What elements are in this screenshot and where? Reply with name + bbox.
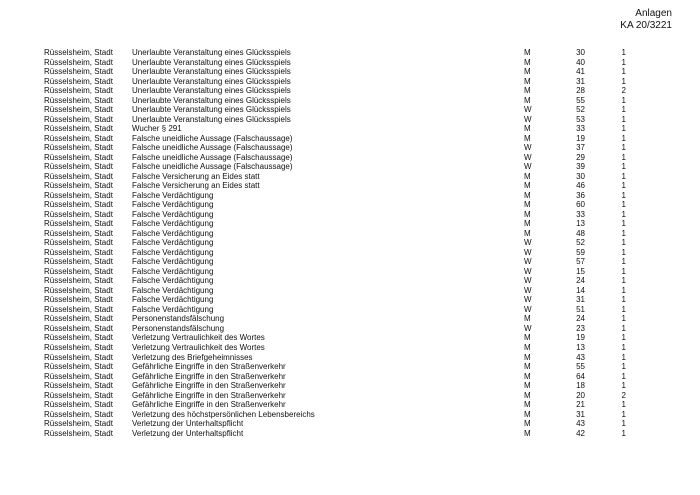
place-cell: Rüsselsheim, Stadt [44, 285, 113, 295]
table-row [44, 181, 644, 191]
count-cell: 1 [621, 419, 626, 429]
count-cell: 2 [621, 86, 626, 96]
sex-cell: M [524, 409, 531, 419]
offense-cell: Wucher § 291 [132, 124, 182, 134]
sex-cell: M [524, 181, 531, 191]
table-row [44, 172, 644, 182]
sex-cell: M [524, 419, 531, 429]
sex-cell: W [524, 238, 532, 248]
count-cell: 1 [621, 181, 626, 191]
table-row [44, 105, 644, 115]
count-cell: 1 [621, 76, 626, 86]
count-cell: 2 [621, 390, 626, 400]
age-cell: 18 [576, 381, 585, 391]
table-row [44, 333, 644, 343]
table-row [44, 276, 644, 286]
count-cell: 1 [621, 295, 626, 305]
count-cell: 1 [621, 247, 626, 257]
place-cell: Rüsselsheim, Stadt [44, 323, 113, 333]
place-cell: Rüsselsheim, Stadt [44, 133, 113, 143]
count-cell: 1 [621, 400, 626, 410]
place-cell: Rüsselsheim, Stadt [44, 314, 113, 324]
sex-cell: W [524, 257, 532, 267]
place-cell: Rüsselsheim, Stadt [44, 114, 113, 124]
table-row [44, 324, 644, 334]
count-cell: 1 [621, 381, 626, 391]
table-row [44, 200, 644, 210]
sex-cell: M [524, 57, 531, 67]
sex-cell: M [524, 86, 531, 96]
place-cell: Rüsselsheim, Stadt [44, 76, 113, 86]
table-row [44, 77, 644, 87]
age-cell: 24 [576, 314, 585, 324]
place-cell: Rüsselsheim, Stadt [44, 304, 113, 314]
table-row [44, 229, 644, 239]
offense-cell: Unerlaubte Veranstaltung eines Glücksspiels [132, 48, 291, 57]
age-cell: 55 [576, 95, 585, 105]
table-row [44, 58, 644, 68]
sex-cell: M [524, 209, 531, 219]
age-cell: 15 [576, 266, 585, 276]
sex-cell: M [524, 133, 531, 143]
offense-cell: Falsche uneidliche Aussage (Falschaussage) [132, 143, 293, 153]
count-cell: 1 [621, 152, 626, 162]
sex-cell: W [524, 105, 532, 115]
offense-cell: Verletzung des höchstpersönlichen Lebensbereichs [132, 409, 315, 419]
place-cell: Rüsselsheim, Stadt [44, 162, 113, 172]
count-cell: 1 [621, 190, 626, 200]
table-row [44, 410, 644, 420]
age-cell: 24 [576, 276, 585, 286]
age-cell: 29 [576, 152, 585, 162]
count-cell: 1 [621, 57, 626, 67]
place-cell: Rüsselsheim, Stadt [44, 400, 113, 410]
offense-cell: Falsche Verdächtigung [132, 209, 214, 219]
count-cell: 1 [621, 219, 626, 229]
age-cell: 13 [576, 342, 585, 352]
count-cell: 1 [621, 333, 626, 343]
offense-cell: Falsche uneidliche Aussage (Falschaussage) [132, 162, 293, 172]
age-cell: 51 [576, 304, 585, 314]
sex-cell: M [524, 76, 531, 86]
place-cell: Rüsselsheim, Stadt [44, 419, 113, 429]
table-row [44, 134, 644, 144]
sex-cell: M [524, 219, 531, 229]
offense-cell: Personenstandsfälschung [132, 323, 225, 333]
count-cell: 1 [621, 266, 626, 276]
sex-cell: W [524, 323, 532, 333]
place-cell: Rüsselsheim, Stadt [44, 342, 113, 352]
offense-cell: Gefährliche Eingriffe in den Straßenverkehr [132, 390, 286, 400]
offense-cell: Falsche Verdächtigung [132, 276, 214, 286]
table-row [44, 419, 644, 429]
offense-cell: Gefährliche Eingriffe in den Straßenverkehr [132, 371, 286, 381]
offense-cell: Verletzung der Unterhaltspflicht [132, 428, 244, 438]
table-row [44, 391, 644, 401]
place-cell: Rüsselsheim, Stadt [44, 362, 113, 372]
place-cell: Rüsselsheim, Stadt [44, 181, 113, 191]
age-cell: 48 [576, 228, 585, 238]
place-cell: Rüsselsheim, Stadt [44, 86, 113, 96]
age-cell: 53 [576, 114, 585, 124]
age-cell: 33 [576, 209, 585, 219]
table-row [44, 86, 644, 96]
offense-cell: Falsche Verdächtigung [132, 304, 214, 314]
offense-cell: Falsche Verdächtigung [132, 238, 214, 248]
age-cell: 52 [576, 238, 585, 248]
age-cell: 57 [576, 257, 585, 267]
sex-cell: M [524, 190, 531, 200]
header-annex-label: Anlagen [635, 8, 672, 19]
place-cell: Rüsselsheim, Stadt [44, 371, 113, 381]
count-cell: 1 [621, 124, 626, 134]
count-cell: 1 [621, 257, 626, 267]
table-row [44, 238, 644, 248]
offense-cell: Verletzung des Briefgeheimnisses [132, 352, 253, 362]
count-cell: 1 [621, 200, 626, 210]
table-row [44, 67, 644, 77]
sex-cell: M [524, 95, 531, 105]
offense-cell: Falsche Versicherung an Eides statt [132, 181, 260, 191]
place-cell: Rüsselsheim, Stadt [44, 171, 113, 181]
offense-cell: Falsche Verdächtigung [132, 295, 214, 305]
offense-cell: Unerlaubte Veranstaltung eines Glücksspiels [132, 95, 291, 105]
sex-cell: M [524, 333, 531, 343]
offense-cell: Unerlaubte Veranstaltung eines Glücksspiels [132, 86, 291, 96]
count-cell: 1 [621, 48, 626, 57]
age-cell: 46 [576, 181, 585, 191]
count-cell: 1 [621, 133, 626, 143]
offense-cell: Falsche Verdächtigung [132, 219, 214, 229]
offense-cell: Unerlaubte Veranstaltung eines Glücksspiels [132, 57, 291, 67]
table-row [44, 162, 644, 172]
offense-cell: Falsche Verdächtigung [132, 190, 214, 200]
sex-cell: M [524, 228, 531, 238]
place-cell: Rüsselsheim, Stadt [44, 381, 113, 391]
sex-cell: M [524, 124, 531, 134]
place-cell: Rüsselsheim, Stadt [44, 238, 113, 248]
offense-cell: Falsche Verdächtigung [132, 228, 214, 238]
place-cell: Rüsselsheim, Stadt [44, 67, 113, 77]
age-cell: 52 [576, 105, 585, 115]
age-cell: 39 [576, 162, 585, 172]
place-cell: Rüsselsheim, Stadt [44, 276, 113, 286]
place-cell: Rüsselsheim, Stadt [44, 190, 113, 200]
table-row [44, 96, 644, 106]
age-cell: 19 [576, 133, 585, 143]
count-cell: 1 [621, 238, 626, 248]
count-cell: 1 [621, 352, 626, 362]
sex-cell: M [524, 171, 531, 181]
sex-cell: M [524, 67, 531, 77]
sex-cell: M [524, 428, 531, 438]
place-cell: Rüsselsheim, Stadt [44, 266, 113, 276]
table-row [44, 48, 644, 58]
place-cell: Rüsselsheim, Stadt [44, 57, 113, 67]
table-row [44, 362, 644, 372]
count-cell: 1 [621, 114, 626, 124]
table-row [44, 115, 644, 125]
sex-cell: W [524, 295, 532, 305]
age-cell: 43 [576, 419, 585, 429]
age-cell: 31 [576, 409, 585, 419]
table-row [44, 286, 644, 296]
sex-cell: M [524, 371, 531, 381]
place-cell: Rüsselsheim, Stadt [44, 219, 113, 229]
table-row [44, 267, 644, 277]
table-row [44, 381, 644, 391]
sex-cell: W [524, 152, 532, 162]
age-cell: 60 [576, 200, 585, 210]
count-cell: 1 [621, 285, 626, 295]
place-cell: Rüsselsheim, Stadt [44, 295, 113, 305]
count-cell: 1 [621, 342, 626, 352]
table-row [44, 191, 644, 201]
place-cell: Rüsselsheim, Stadt [44, 209, 113, 219]
place-cell: Rüsselsheim, Stadt [44, 48, 113, 57]
offense-cell: Unerlaubte Veranstaltung eines Glücksspiels [132, 114, 291, 124]
sex-cell: M [524, 342, 531, 352]
place-cell: Rüsselsheim, Stadt [44, 200, 113, 210]
count-cell: 1 [621, 209, 626, 219]
place-cell: Rüsselsheim, Stadt [44, 95, 113, 105]
offense-cell: Verletzung Vertraulichkeit des Wortes [132, 342, 265, 352]
age-cell: 13 [576, 219, 585, 229]
page-header [620, 8, 672, 32]
place-cell: Rüsselsheim, Stadt [44, 143, 113, 153]
age-cell: 31 [576, 295, 585, 305]
sex-cell: W [524, 304, 532, 314]
sex-cell: W [524, 247, 532, 257]
age-cell: 23 [576, 323, 585, 333]
count-cell: 1 [621, 428, 626, 438]
table-row [44, 153, 644, 163]
sex-cell: W [524, 266, 532, 276]
age-cell: 30 [576, 48, 585, 57]
data-table [44, 48, 644, 438]
place-cell: Rüsselsheim, Stadt [44, 228, 113, 238]
table-row [44, 143, 644, 153]
age-cell: 64 [576, 371, 585, 381]
count-cell: 1 [621, 323, 626, 333]
count-cell: 1 [621, 162, 626, 172]
age-cell: 30 [576, 171, 585, 181]
offense-cell: Gefährliche Eingriffe in den Straßenverkehr [132, 362, 286, 372]
count-cell: 1 [621, 371, 626, 381]
place-cell: Rüsselsheim, Stadt [44, 333, 113, 343]
sex-cell: M [524, 352, 531, 362]
age-cell: 14 [576, 285, 585, 295]
age-cell: 43 [576, 352, 585, 362]
table-row [44, 219, 644, 229]
count-cell: 1 [621, 276, 626, 286]
age-cell: 40 [576, 57, 585, 67]
age-cell: 41 [576, 67, 585, 77]
header-document-number: KA 20/3221 [620, 20, 672, 31]
count-cell: 1 [621, 67, 626, 77]
sex-cell: M [524, 390, 531, 400]
age-cell: 36 [576, 190, 585, 200]
count-cell: 1 [621, 105, 626, 115]
age-cell: 31 [576, 76, 585, 86]
table-row [44, 124, 644, 134]
place-cell: Rüsselsheim, Stadt [44, 428, 113, 438]
offense-cell: Verletzung Vertraulichkeit des Wortes [132, 333, 265, 343]
age-cell: 33 [576, 124, 585, 134]
age-cell: 59 [576, 247, 585, 257]
table-row [44, 353, 644, 363]
age-cell: 20 [576, 390, 585, 400]
offense-cell: Personenstandsfälschung [132, 314, 225, 324]
sex-cell: M [524, 400, 531, 410]
table-row [44, 295, 644, 305]
place-cell: Rüsselsheim, Stadt [44, 124, 113, 134]
offense-cell: Falsche Verdächtigung [132, 285, 214, 295]
sex-cell: M [524, 362, 531, 372]
table-row [44, 314, 644, 324]
table-row [44, 257, 644, 267]
age-cell: 55 [576, 362, 585, 372]
count-cell: 1 [621, 362, 626, 372]
count-cell: 1 [621, 314, 626, 324]
age-cell: 28 [576, 86, 585, 96]
table-row [44, 429, 644, 439]
age-cell: 19 [576, 333, 585, 343]
table-row [44, 248, 644, 258]
age-cell: 37 [576, 143, 585, 153]
table-row [44, 343, 644, 353]
offense-cell: Falsche Verdächtigung [132, 257, 214, 267]
table-row [44, 210, 644, 220]
place-cell: Rüsselsheim, Stadt [44, 247, 113, 257]
place-cell: Rüsselsheim, Stadt [44, 105, 113, 115]
table-row [44, 400, 644, 410]
place-cell: Rüsselsheim, Stadt [44, 409, 113, 419]
table-row [44, 305, 644, 315]
offense-cell: Unerlaubte Veranstaltung eines Glücksspiels [132, 105, 291, 115]
offense-cell: Verletzung der Unterhaltspflicht [132, 419, 244, 429]
sex-cell: M [524, 314, 531, 324]
place-cell: Rüsselsheim, Stadt [44, 257, 113, 267]
offense-cell: Falsche uneidliche Aussage (Falschaussage) [132, 133, 293, 143]
table-row [44, 372, 644, 382]
place-cell: Rüsselsheim, Stadt [44, 390, 113, 400]
count-cell: 1 [621, 171, 626, 181]
offense-cell: Falsche Verdächtigung [132, 247, 214, 257]
sex-cell: W [524, 143, 532, 153]
sex-cell: M [524, 48, 531, 57]
offense-cell: Falsche Verdächtigung [132, 266, 214, 276]
count-cell: 1 [621, 409, 626, 419]
offense-cell: Gefährliche Eingriffe in den Straßenverkehr [132, 381, 286, 391]
sex-cell: M [524, 200, 531, 210]
sex-cell: W [524, 114, 532, 124]
age-cell: 42 [576, 428, 585, 438]
sex-cell: W [524, 276, 532, 286]
offense-cell: Falsche uneidliche Aussage (Falschaussage) [132, 152, 293, 162]
place-cell: Rüsselsheim, Stadt [44, 152, 113, 162]
count-cell: 1 [621, 228, 626, 238]
sex-cell: W [524, 285, 532, 295]
age-cell: 21 [576, 400, 585, 410]
offense-cell: Gefährliche Eingriffe in den Straßenverkehr [132, 400, 286, 410]
count-cell: 1 [621, 143, 626, 153]
offense-cell: Unerlaubte Veranstaltung eines Glücksspiels [132, 67, 291, 77]
offense-cell: Unerlaubte Veranstaltung eines Glücksspiels [132, 76, 291, 86]
sex-cell: W [524, 162, 532, 172]
count-cell: 1 [621, 304, 626, 314]
count-cell: 1 [621, 95, 626, 105]
sex-cell: M [524, 381, 531, 391]
offense-cell: Falsche Verdächtigung [132, 200, 214, 210]
offense-cell: Falsche Versicherung an Eides statt [132, 171, 260, 181]
place-cell: Rüsselsheim, Stadt [44, 352, 113, 362]
